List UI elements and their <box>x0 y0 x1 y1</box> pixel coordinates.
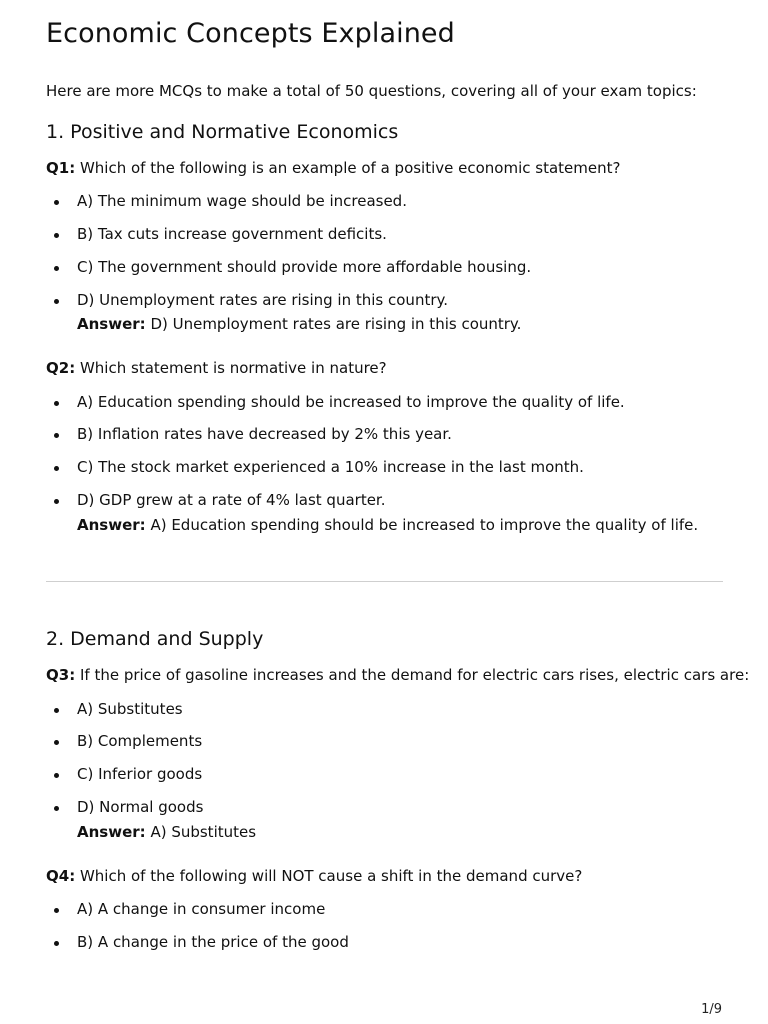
section-heading: 1. Positive and Normative Economics <box>46 121 399 143</box>
answer-label: Answer: <box>77 516 146 534</box>
question-text: Which of the following is an example of a positive economic statement? <box>79 159 621 177</box>
question <box>46 159 620 177</box>
option-item: D) Normal goods <box>77 798 204 816</box>
question <box>46 666 749 684</box>
option-item: A) A change in consumer income <box>77 900 326 918</box>
question-text: Which of the following will NOT cause a shift in the demand curve? <box>79 867 583 885</box>
question-label: Q3: <box>46 666 76 684</box>
question-label: Q2: <box>46 359 76 377</box>
question <box>46 359 387 377</box>
answer <box>77 823 256 841</box>
answer-label: Answer: <box>77 315 146 333</box>
section-divider <box>46 581 723 582</box>
answer-text: D) Unemployment rates are rising in this country. <box>150 315 522 333</box>
option-item: B) Tax cuts increase government deficits. <box>77 225 387 243</box>
option-item: A) Education spending should be increased to improve the quality of life. <box>77 393 625 411</box>
question-label: Q1: <box>46 159 76 177</box>
question <box>46 867 582 885</box>
option-item: D) Unemployment rates are rising in this country. <box>77 291 449 309</box>
question-label: Q4: <box>46 867 76 885</box>
answer <box>77 315 521 333</box>
option-item: B) Complements <box>77 732 203 750</box>
option-item: C) The government should provide more affordable housing. <box>77 258 532 276</box>
option-item: B) A change in the price of the good <box>77 933 349 951</box>
option-item: C) Inferior goods <box>77 765 203 783</box>
option-item: C) The stock market experienced a 10% increase in the last month. <box>77 458 584 476</box>
section-heading: 2. Demand and Supply <box>46 628 264 650</box>
answer-text: A) Education spending should be increased to improve the quality of life. <box>150 516 699 534</box>
question-text: If the price of gasoline increases and the demand for electric cars rises, electric cars are: <box>79 666 750 684</box>
option-item: A) Substitutes <box>77 700 183 718</box>
option-item: B) Inflation rates have decreased by 2% this year. <box>77 425 452 443</box>
answer-text: A) Substitutes <box>150 823 257 841</box>
option-item: A) The minimum wage should be increased. <box>77 192 407 210</box>
page-title: Economic Concepts Explained <box>46 18 455 49</box>
question-text: Which statement is normative in nature? <box>79 359 387 377</box>
option-item: D) GDP grew at a rate of 4% last quarter. <box>77 491 386 509</box>
answer-label: Answer: <box>77 823 146 841</box>
answer <box>77 516 698 534</box>
page-number: 1/9 <box>701 1002 722 1017</box>
intro-paragraph: Here are more MCQs to make a total of 50 questions, covering all of your exam topics: <box>46 82 697 100</box>
